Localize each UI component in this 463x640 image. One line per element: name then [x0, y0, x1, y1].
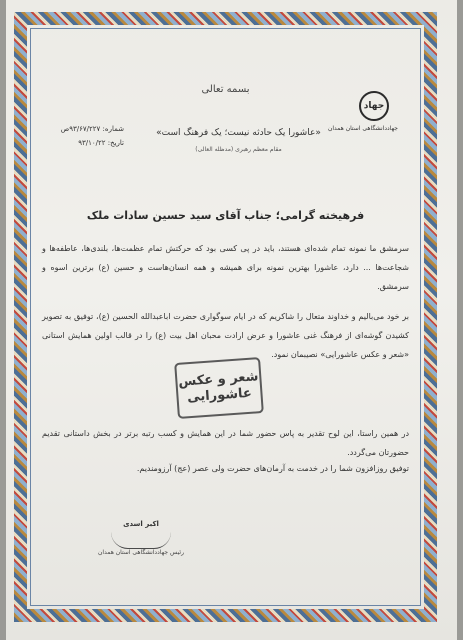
body-paragraph: بر خود می‌بالیم و خداوند متعال را شاکریم که در ایام سوگواری حضرت اباعبدالله الحسین (ع)، توفیق به تصویر کشیدن گوشه‌ای از فرهنگ غنی عاشورا و عرض ارادت محبان اهل بیت (ع) را در قالب اولین همایش استانی «شعر و عکس عاشورایی» نصیبمان نمود.: [42, 312, 409, 359]
recipient-salutation: فرهیخته گرامی؛ جناب آقای سید حسین سادات ملک: [86, 209, 365, 222]
motto-attribution: مقام معظم رهبری (مدظله العالی): [195, 146, 282, 153]
logo-organization-name: جهاددانشگاهی استان همدان: [327, 125, 398, 132]
body-paragraph: توفیق روزافزون شما را در خدمت به آرمان‌های حضرت ولی عصر (عج) آرزومندیم.: [136, 464, 409, 473]
body-paragraph: در همین راستا، این لوح تقدیر به پاس حضور شما در این همایش و کسب رتبه برتر در بخش داستانی تقدیم حضورتان می‌گردد.: [42, 429, 409, 457]
certificate-content: [36, 34, 415, 600]
event-logo-stamp: شعر و عکس عاشورایی: [174, 357, 264, 419]
bismillah-heading: بسمه تعالی: [201, 84, 250, 95]
signature-mark: [111, 532, 171, 549]
organization-logo: [327, 91, 398, 132]
letter-meta: [44, 122, 124, 150]
signature-block: [86, 518, 196, 556]
signatory-name: اکبر اسدی: [123, 520, 159, 528]
body-paragraph: سرمشق ما نمونه تمام شده‌ای هستند، باید در پی کسی بود که حرکتش تمام عظمت‌ها، بلندی‌ها، عاطفه‌ها و شجاعت‌ها ... دارد، عاشورا بهترین نمونه برای همیشه و همه انسان‌هاست و حسین (ع) برترین اسوه و سرمشق.: [42, 244, 409, 291]
letter-date: تاریخ: ۹۳/۱۰/۲۲: [78, 139, 124, 147]
jahad-logo-icon: جهاد: [359, 91, 389, 121]
letter-number: شماره: ۹۳/۶۷/۲۲۷ص: [60, 125, 124, 133]
motto-quote: «عاشورا یک حادثه نیست؛ یک فرهنگ است»: [156, 128, 321, 138]
signatory-title: رئیس جهاددانشگاهی استان همدان: [98, 549, 184, 556]
